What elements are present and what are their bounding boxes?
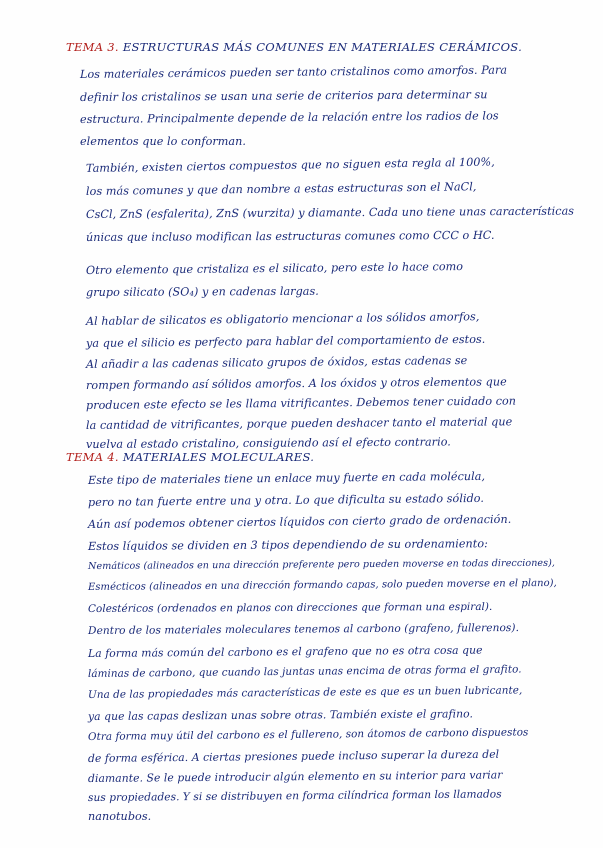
text-line: sus propiedades. Y si se distribuyen en forma cilíndrica forman los llamados	[87, 788, 502, 804]
text-line: grupo silicato (SO₄) y en cadenas largas.	[85, 284, 319, 299]
text-line: elementos que lo conforman.	[80, 135, 247, 148]
heading-number: TEMA 4.	[66, 450, 119, 464]
section-heading-tema-3	[66, 40, 522, 54]
text-line: estructura. Principalmente depende de la relación entre los radios de los	[79, 109, 499, 126]
text-line: láminas de carbono, que cuando las juntas unas encima de otras forma el grafito.	[87, 663, 522, 680]
text-line: producen este efecto se les llama vitrificantes. Debemos tener cuidado con	[85, 394, 517, 412]
text-line: Otra forma muy útil del carbono es el fullereno, son átomos de carbono dispuestos	[87, 726, 529, 743]
text-line: Nemáticos (alineados en una dirección preferente pero pueden moverse en todas direcciones),	[87, 557, 556, 572]
section-heading-tema-4	[66, 450, 314, 464]
text-line: rompen formando así sólidos amorfos. A los óxidos y otros elementos que	[85, 375, 507, 392]
text-line: Los materiales cerámicos pueden ser tanto cristalinos como amorfos. Para	[79, 63, 508, 81]
text-line: Colestéricos (ordenados en planos con direcciones que forman una espiral).	[87, 600, 493, 615]
text-line: Estos líquidos se dividen en 3 tipos dependiendo de su ordenamiento:	[87, 537, 488, 553]
text-line: Esmécticos (alineados en una dirección formando capas, solo pueden moverse en el plano),	[87, 577, 557, 593]
text-line: Al añadir a las cadenas silicato grupos de óxidos, estas cadenas se	[85, 354, 468, 371]
text-line: diamante. Se le puede introducir algún elemento en su interior para variar	[87, 768, 503, 785]
text-line: La forma más común del carbono es el grafeno que no es otra cosa que	[87, 643, 483, 660]
text-line: de forma esférica. A ciertas presiones puede incluso superar la dureza del	[87, 747, 500, 765]
text-line: CsCl, ZnS (esfalerita), ZnS (wurzita) y diamante. Cada uno tiene unas características	[85, 204, 575, 221]
text-line: vuelva al estado cristalino, consiguiendo así el efecto contrario.	[85, 435, 451, 451]
heading-title: MATERIALES MOLECULARES.	[122, 450, 315, 464]
text-line: Una de las propiedades más características de este es que es un buen lubricante,	[87, 684, 523, 701]
text-line: la cantidad de vitrificantes, porque pueden deshacer tanto el material que	[85, 415, 513, 432]
text-line: únicas que incluso modifican las estructuras comunes como CCC o HC.	[85, 228, 495, 244]
text-line: Otro elemento que cristaliza es el silicato, pero este lo hace como	[85, 260, 464, 277]
heading-title: ESTRUCTURAS MÁS COMUNES EN MATERIALES CERÁMICOS.	[122, 40, 523, 54]
text-line: Al hablar de silicatos es obligatorio mencionar a los sólidos amorfos,	[85, 310, 480, 328]
heading-number: TEMA 3.	[66, 40, 119, 54]
text-line: Este tipo de materiales tiene un enlace muy fuerte en cada molécula,	[87, 469, 486, 487]
text-line: los más comunes y que dan nombre a estas estructuras son el NaCl,	[85, 180, 477, 198]
text-line: Aún así podemos obtener ciertos líquidos con cierto grado de ordenación.	[87, 512, 512, 531]
text-line: pero no tan fuerte entre una y otra. Lo que dificulta su estado sólido.	[87, 491, 485, 509]
text-line: ya que las capas deslizan unas sobre otras. También existe el grafino.	[87, 707, 473, 723]
text-line: ya que el silicio es perfecto para hablar del comportamiento de estos.	[85, 332, 486, 350]
text-line: También, existen ciertos compuestos que no siguen esta regla al 100%,	[85, 155, 495, 175]
text-line: nanotubos.	[88, 810, 152, 823]
text-line: Dentro de los materiales moleculares tenemos al carbono (grafeno, fullerenos).	[87, 621, 520, 637]
text-line: definir los cristalinos se usan una serie de criterios para determinar su	[79, 88, 488, 104]
